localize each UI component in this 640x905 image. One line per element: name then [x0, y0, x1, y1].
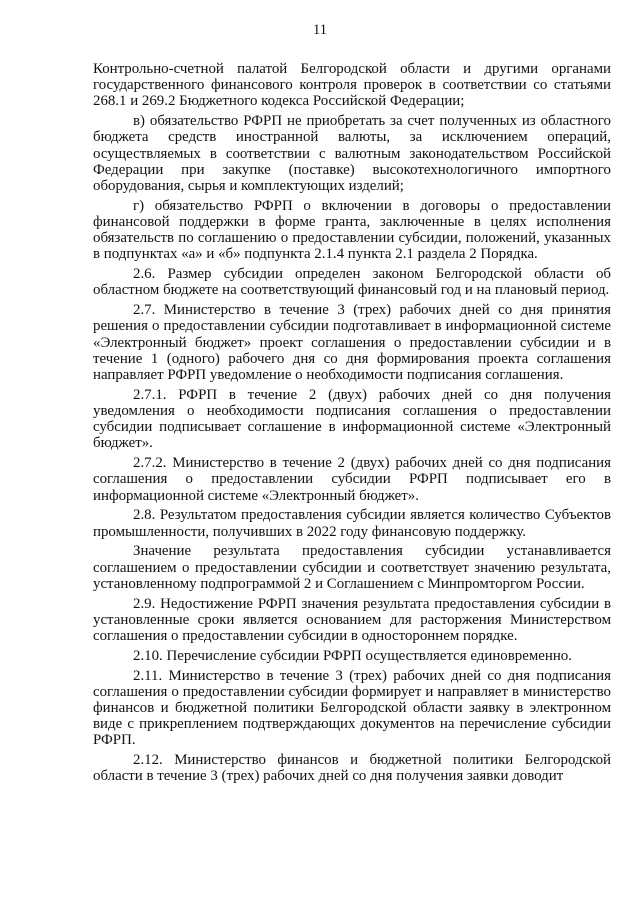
paragraph-2-7-1: 2.7.1. РФРП в течение 2 (двух) рабочих дней со дня получения уведомления о необходимости подписания соглашения о предоставлении субсидии подписывает соглашение в информационной системе «Электронный бюджет». [93, 386, 611, 452]
paragraph-2-7: 2.7. Министерство в течение 3 (трех) рабочих дней со дня принятия решения о предоставлении субсидии подготавливает в информационной системе «Электронный бюджет» проект соглашения о предоставлении субсидии и в течение 1 (одного) рабочего дня со дня формирования проекта соглашения направляет РФРП уведомление о необходимости подписания соглашения. [93, 302, 611, 384]
paragraph-2-10: 2.10. Перечисление субсидии РФРП осуществляется единовременно. [133, 647, 572, 664]
paragraph-2-8: 2.8. Результатом предоставления субсидии является количество Субъектов промышленности, получивших в 2022 году финансовую поддержку. [93, 507, 611, 540]
paragraph-2-11: 2.11. Министерство в течение 3 (трех) рабочих дней со дня подписания соглашения о предоставлении субсидии формирует и направляет в министерство финансов и бюджетной политики Белгородской области заявку в электронном виде с прикреплением подтверждающих документов на перечисление субсидии РФРП. [93, 667, 611, 749]
paragraph-result-value: Значение результата предоставления субсидии устанавливается соглашением о предоставлении субсидии и соответствует значению результата, установленному подпрограммой 2 и Соглашением с Минпромторгом России. [93, 543, 611, 592]
paragraph-2-12: 2.12. Министерство финансов и бюджетной политики Белгородской области в течение 3 (трех) рабочих дней со дня получения заявки доводит [93, 752, 611, 785]
page-number: 11 [313, 22, 327, 38]
paragraph-item-g: г) обязательство РФРП о включении в договоры о предоставлении финансовой поддержки в форме гранта, заключенные в целях исполнения обязательств по соглашению о предоставлении субсидии, положений, указанных в подпунктах «а» и «б» подпункта 2.1.4 пункта 2.1 раздела 2 Порядка. [93, 197, 611, 263]
paragraph-2-7-2: 2.7.2. Министерство в течение 2 (двух) рабочих дней со дня подписания соглашения о предоставлении субсидии РФРП подписывает его в информационной системе «Электронный бюджет». [93, 455, 611, 504]
paragraph-continuation: Контрольно-счетной палатой Белгородской области и другими органами государственного финансового контроля проверок в соответствии со статьями 268.1 и 269.2 Бюджетного кодекса Российской Федерации; [93, 61, 611, 110]
paragraph-2-6: 2.6. Размер субсидии определен законом Белгородской области об областном бюджете на соответствующий финансовый год и на плановый период. [93, 266, 611, 299]
document-body [93, 61, 611, 788]
paragraph-item-v: в) обязательство РФРП не приобретать за счет полученных из областного бюджета средств иностранной валюты, за исключением операций, осуществляемых в соответствии с валютным законодательством Российской Федерации при закупке (поставке) высокотехнологичного импортного оборудования, сырья и комплектующих изделий; [93, 113, 611, 195]
paragraph-2-9: 2.9. Недостижение РФРП значения результата предоставления субсидии в установленные сроки является основанием для расторжения Министерством соглашения о предоставлении субсидии в одностороннем порядке. [93, 595, 611, 645]
